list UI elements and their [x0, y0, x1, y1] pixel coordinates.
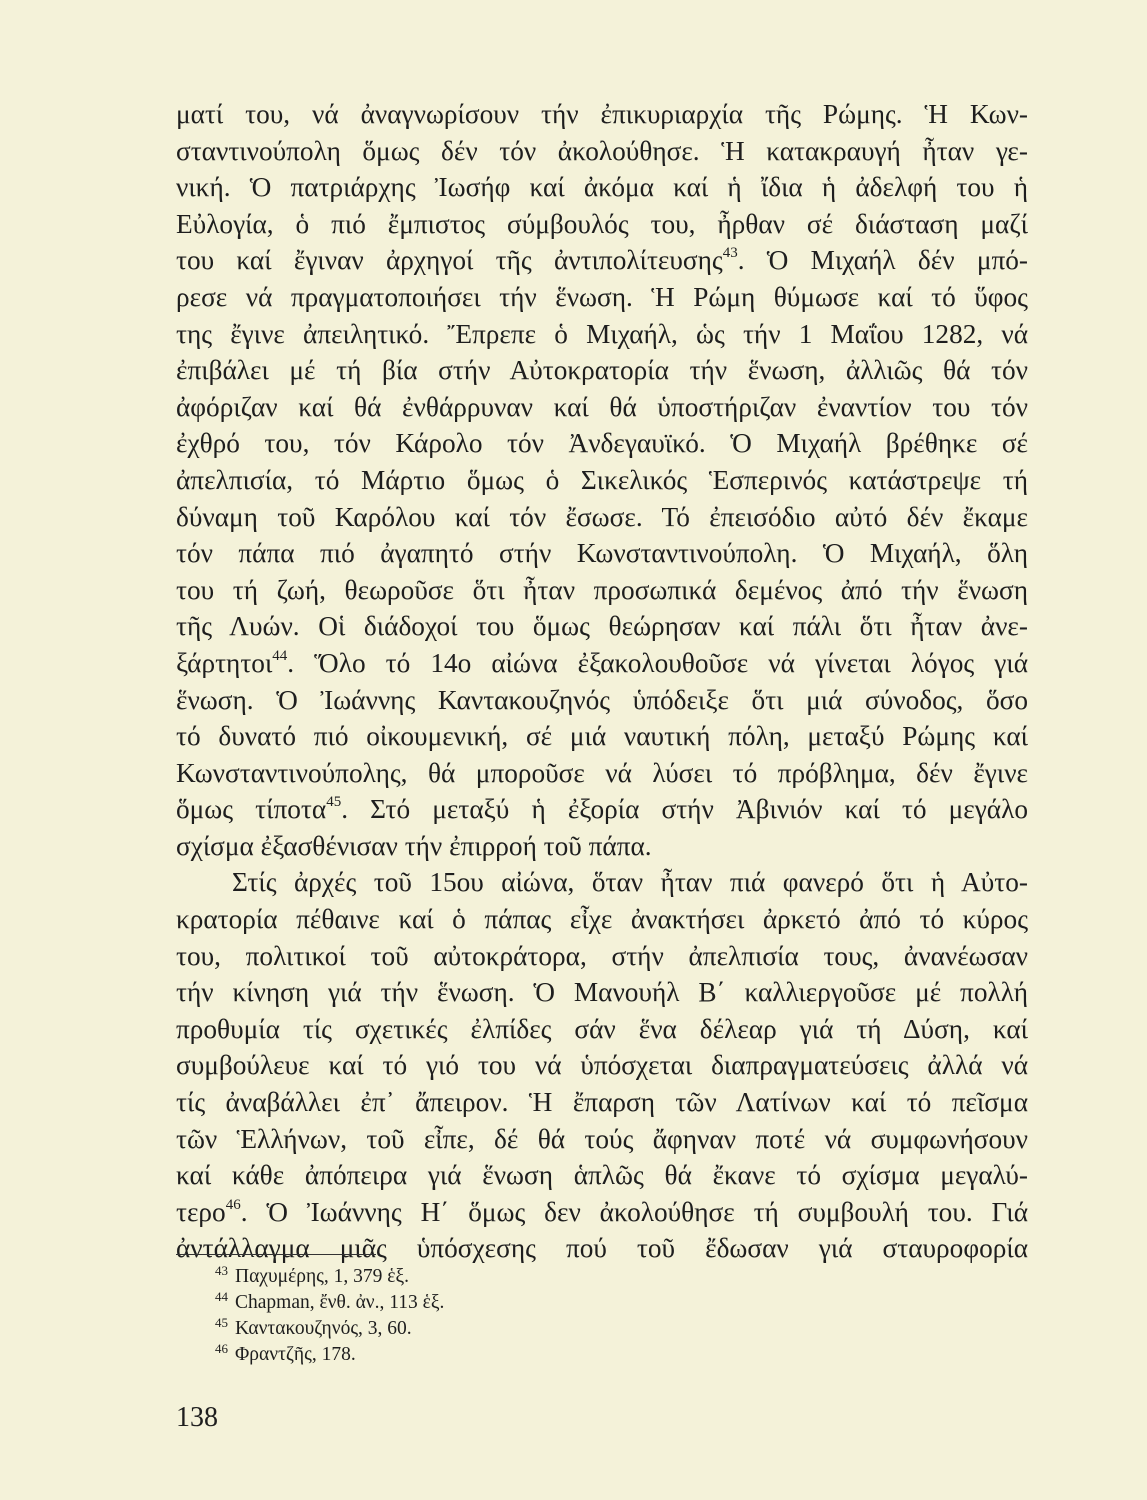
text-line	[176, 864, 1028, 901]
text-line	[176, 1121, 1028, 1158]
text-line	[176, 828, 1028, 865]
line-text: συμβούλευε καί τό γιό του νά ὑπόσχεται διαπραγματεύσεις ἀλλά νά	[176, 1050, 1028, 1081]
line-text: ἐχθρό του, τόν Κάρολο τόν Ἀνδεγαυϊκό. Ὁ Μιχαήλ βρέθηκε σέ	[176, 428, 1028, 459]
line-text-after: . Ὁ Ἰωάννης Η΄ ὅμως δεν ἀκολούθησε τή συμβουλή του. Γιά	[240, 1196, 1028, 1227]
line-text: ἀφόριζαν καί θά ἐνθάρρυναν καί θά ὑποστήριζαν ἐναντίον του τόν	[176, 391, 1028, 422]
text-line	[176, 791, 1028, 828]
line-text: κρατορία πέθαινε καί ὁ πάπας εἶχε ἀνακτήσει ἀρκετό ἀπό τό κύρος	[176, 904, 1028, 935]
footnote-text: Chapman, ἔνθ. ἀν., 113 ἑξ.	[235, 1292, 445, 1313]
footnote	[215, 1290, 444, 1316]
text-line	[176, 572, 1028, 609]
footnote-number: 46	[215, 1341, 228, 1356]
footnote-text: Φραντζῆς, 178.	[235, 1344, 356, 1365]
text-line	[176, 1157, 1028, 1194]
line-text: Στίς ἀρχές τοῦ 15ου αἰώνα, ὅταν ἦταν πιά φανερό ὅτι ἡ Αὐτο-	[232, 867, 1028, 898]
text-line	[176, 682, 1028, 719]
text-line	[176, 938, 1028, 975]
line-text: ξάρτητοι	[176, 647, 273, 678]
line-text: ἐπιβάλει μέ τή βία στήν Αὐτοκρατορία τήν ἕνωση, ἀλλιῶς θά τόν	[176, 355, 1028, 386]
line-text: σταντινούπολη ὅμως δέν τόν ἀκολούθησε. Ἡ κατακραυγή ἦταν γε-	[176, 135, 1028, 166]
text-line	[176, 169, 1028, 206]
text-line	[176, 1084, 1028, 1121]
line-text-after: . Στό μεταξύ ἡ ἐξορία στήν Ἀβινιόν καί τό μεγάλο	[341, 794, 1028, 825]
line-text: προθυμία τίς σχετικές ἐλπίδες σάν ἕνα δέλεαρ γιά τή Δύση, καί	[176, 1013, 1028, 1044]
footnote	[215, 1316, 444, 1342]
text-line	[176, 645, 1028, 682]
text-line	[176, 1194, 1028, 1231]
footnotes	[215, 1264, 444, 1368]
line-text: ματί του, νά ἀναγνωρίσουν τήν ἐπικυριαρχία τῆς Ρώμης. Ἡ Κων-	[176, 99, 1028, 129]
line-text: της ἔγινε ἀπειλητικό. Ἔπρεπε ὁ Μιχαήλ, ὡς τήν 1 Μαΐου 1282, νά	[176, 318, 1028, 349]
line-text: καί κάθε ἀπόπειρα γιά ἕνωση ἁπλῶς θά ἔκανε τό σχίσμα μεγαλύ-	[176, 1160, 1028, 1191]
line-text: τῶν Ἑλλήνων, τοῦ εἶπε, δέ θά τούς ἄφηναν ποτέ νά συμφωνήσουν	[176, 1123, 1028, 1154]
text-line	[176, 1047, 1028, 1084]
text-line	[176, 316, 1028, 353]
line-text: Εὐλογία, ὁ πιό ἔμπιστος σύμβουλός του, ἦρθαν σέ διάσταση μαζί	[176, 208, 1028, 239]
text-line	[176, 242, 1028, 279]
line-text: τό δυνατό πιό οἰκουμενική, σέ μιά ναυτική πόλη, μεταξύ Ρώμης καί	[176, 721, 1028, 752]
text-line	[176, 462, 1028, 499]
footnote-divider	[176, 1254, 376, 1255]
footnote-number: 44	[215, 1289, 228, 1304]
footnote-number: 43	[215, 1263, 228, 1278]
text-line	[176, 499, 1028, 536]
footnote-text: Παχυμέρης, 1, 379 ἑξ.	[235, 1266, 410, 1287]
text-line	[176, 425, 1028, 462]
line-text: τερο	[176, 1196, 226, 1227]
footnote-ref[interactable]: 45	[326, 794, 342, 811]
line-text: Κωνσταντινούπολης, θά μποροῦσε νά λύσει τό πρόβλημα, δέν ἔγινε	[176, 757, 1028, 788]
line-text: ρεσε νά πραγματοποιήσει τήν ἕνωση. Ἡ Ρώμη θύμωσε καί τό ὕφος	[176, 281, 1028, 312]
footnote	[215, 1342, 444, 1368]
line-text: ἕνωση. Ὁ Ἰωάννης Καντακουζηνός ὑπόδειξε ὅτι μιά σύνοδος, ὅσο	[176, 684, 1028, 715]
line-text: δύναμη τοῦ Καρόλου καί τόν ἔσωσε. Τό ἐπεισόδιο αὐτό δέν ἔκαμε	[176, 501, 1028, 532]
line-text: ἀντάλλαγμα μιᾶς ὑπόσχεσης πού τοῦ ἔδωσαν γιά σταυροφορία	[176, 1233, 1028, 1264]
text-line	[176, 535, 1028, 572]
main-text	[176, 96, 1028, 1267]
text-line	[176, 96, 1028, 133]
line-text: του τή ζωή, θεωροῦσε ὅτι ἦταν προσωπικά δεμένος ἀπό τήν ἕνωση	[176, 574, 1028, 605]
footnote-number: 45	[215, 1315, 228, 1330]
line-text: τήν κίνηση γιά τήν ἕνωση. Ὁ Μανουήλ Β΄ καλλιεργοῦσε μέ πολλή	[176, 977, 1028, 1008]
text-line	[176, 389, 1028, 426]
footnote-text: Καντακουζηνός, 3, 60.	[235, 1318, 412, 1339]
line-text: νική. Ὁ πατριάρχης Ἰωσήφ καί ἀκόμα καί ἡ ἴδια ἡ ἀδελφή του ἡ	[176, 172, 1028, 203]
footnote	[215, 1264, 444, 1290]
footnote-ref[interactable]: 43	[722, 245, 738, 262]
text-line	[176, 901, 1028, 938]
line-text: του, πολιτικοί τοῦ αὐτοκράτορα, στήν ἀπελπισία τους, ἀνανέωσαν	[176, 940, 1028, 971]
text-line	[176, 1230, 1028, 1267]
text-line	[176, 279, 1028, 316]
line-text: ὅμως τίποτα	[176, 794, 327, 825]
line-text: σχίσμα ἐξασθένισαν τήν ἐπιρροή τοῦ πάπα.	[176, 830, 652, 861]
line-text: τῆς Λυών. Οἱ διάδοχοί του ὅμως θεώρησαν καί πάλι ὅτι ἦταν ἀνε-	[176, 611, 1028, 642]
text-line	[176, 1011, 1028, 1048]
footnote-ref[interactable]: 44	[272, 647, 288, 664]
footnote-ref[interactable]: 46	[225, 1196, 241, 1213]
line-text-after: . Ὅλο τό 14ο αἰώνα ἐξακολουθοῦσε νά γίνεται λόγος γιά	[287, 647, 1028, 678]
text-line	[176, 608, 1028, 645]
line-text: τίς ἀναβάλλει ἐπ᾽ ἄπειρον. Ἡ ἔπαρση τῶν Λατίνων καί τό πεῖσμα	[176, 1087, 1028, 1118]
text-line	[176, 206, 1028, 243]
text-line	[176, 133, 1028, 170]
text-line	[176, 352, 1028, 389]
page-number: 138	[176, 1402, 218, 1433]
line-text: τόν πάπα πιό ἀγαπητό στήν Κωνσταντινούπολη. Ὁ Μιχαήλ, ὅλη	[176, 538, 1028, 569]
line-text: του καί ἔγιναν ἀρχηγοί τῆς ἀντιπολίτευσης	[176, 245, 723, 276]
text-line	[176, 974, 1028, 1011]
text-line	[176, 755, 1028, 792]
line-text-after: . Ὁ Μιχαήλ δέν μπό-	[737, 245, 1029, 276]
line-text: ἀπελπισία, τό Μάρτιο ὅμως ὁ Σικελικός Ἑσπερινός κατάστρεψε τή	[176, 464, 1028, 495]
text-line	[176, 718, 1028, 755]
